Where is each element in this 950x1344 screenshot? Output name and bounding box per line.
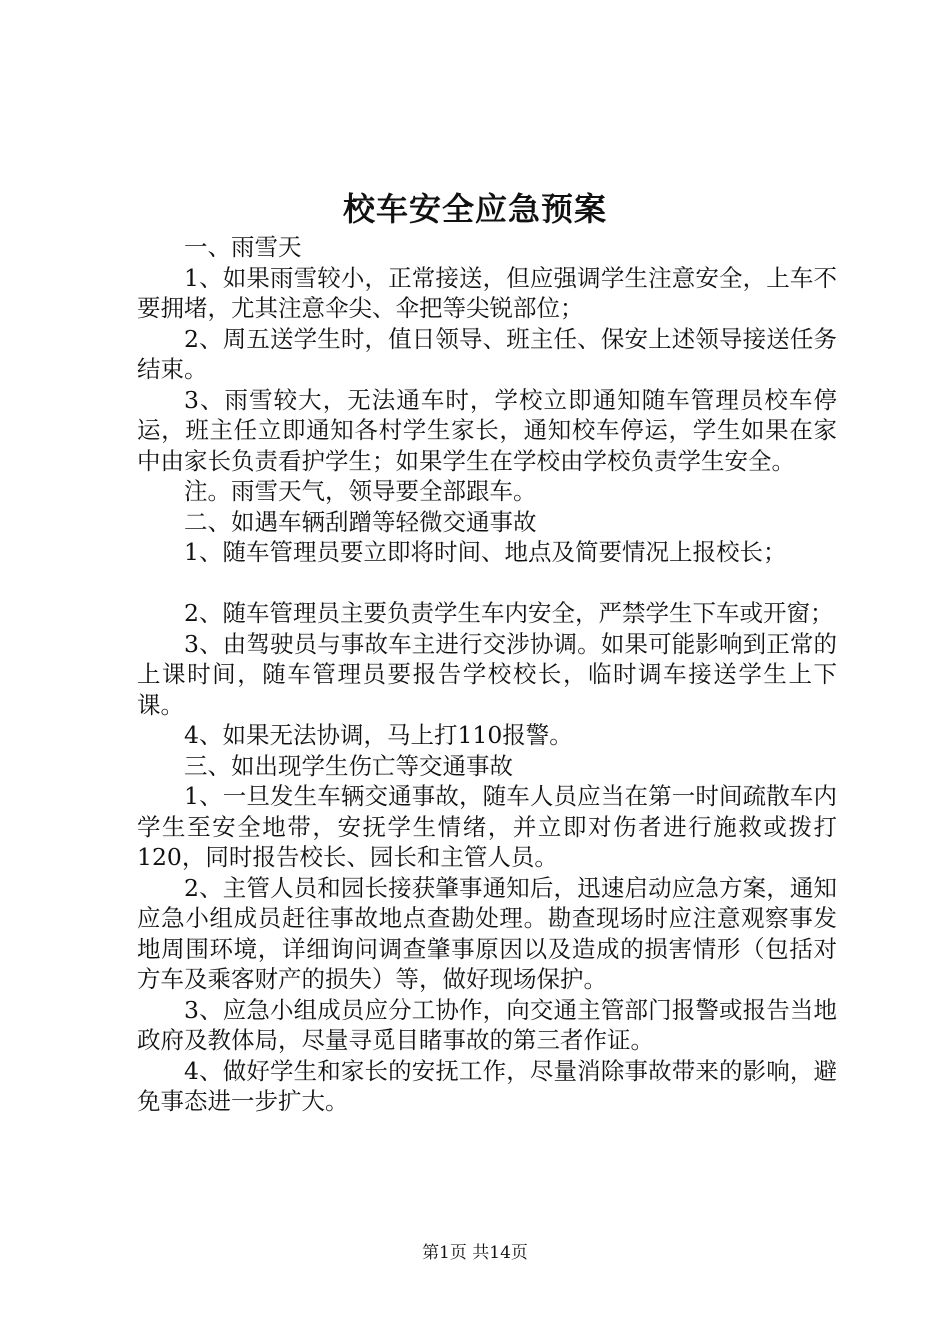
- paragraph: 1、如果雨雪较小，正常接送，但应强调学生注意安全，上车不要拥堵，尤其注意伞尖、伞把等尖锐部位；: [137, 263, 837, 322]
- paragraph-note: 注。雨雪天气，领导要全部跟车。: [184, 477, 537, 505]
- paragraph: 1、随车管理员要立即将时间、地点及简要情况上报校长；: [184, 538, 787, 566]
- page-footer: 第1页 共14页: [422, 1243, 528, 1263]
- paragraph: 3、应急小组成员应分工协作，向交通主管部门报警或报告当地政府及教体局，尽量寻觅目睹事故的第三者作证。: [137, 995, 837, 1054]
- paragraph: 4、做好学生和家长的安抚工作，尽量消除事故带来的影响，避免事态进一步扩大。: [137, 1056, 837, 1115]
- section-heading-3: 三、如出现学生伤亡等交通事故: [184, 751, 513, 780]
- paragraph: 2、随车管理员主要负责学生车内安全，严禁学生下车或开窗；: [184, 599, 834, 627]
- paragraph: 3、雨雪较大，无法通车时，学校立即通知随车管理员校车停运，班主任立即通知各村学生家长，通知校车停运，学生如果在家中由家长负责看护学生；如果学生在学校由学校负责学生安全。: [137, 385, 837, 475]
- section-heading-1: 一、雨雪天: [184, 233, 302, 261]
- blank-line: [137, 568, 837, 599]
- paragraph: 2、周五送学生时，值日领导、班主任、保安上述领导接送任务结束。: [137, 324, 837, 383]
- section-heading-2: 二、如遇车辆刮蹭等轻微交通事故: [184, 507, 537, 536]
- document-title: 校车安全应急预案: [342, 190, 607, 228]
- paragraph: 4、如果无法协调，马上打110报警。: [184, 721, 573, 749]
- paragraph: 2、主管人员和园长接获肇事通知后，迅速启动应急方案，通知应急小组成员赶往事故地点查勘处理。勘查现场时应注意观察事发地周围环境，详细询问调查肇事原因以及造成的损害情形（包括对方车及乘客财产的损失）等，做好现场保护。: [137, 873, 837, 993]
- paragraph: 1、一旦发生车辆交通事故，随车人员应当在第一时间疏散车内学生至安全地带，安抚学生情绪，并立即对伤者进行施救或拨打120，同时报告校长、园长和主管人员。: [137, 782, 837, 871]
- paragraph: 3、由驾驶员与事故车主进行交涉协调。如果可能影响到正常的上课时间，随车管理员要报告学校校长，临时调车接送学生上下课。: [137, 629, 837, 719]
- document-body: [137, 232, 837, 1117]
